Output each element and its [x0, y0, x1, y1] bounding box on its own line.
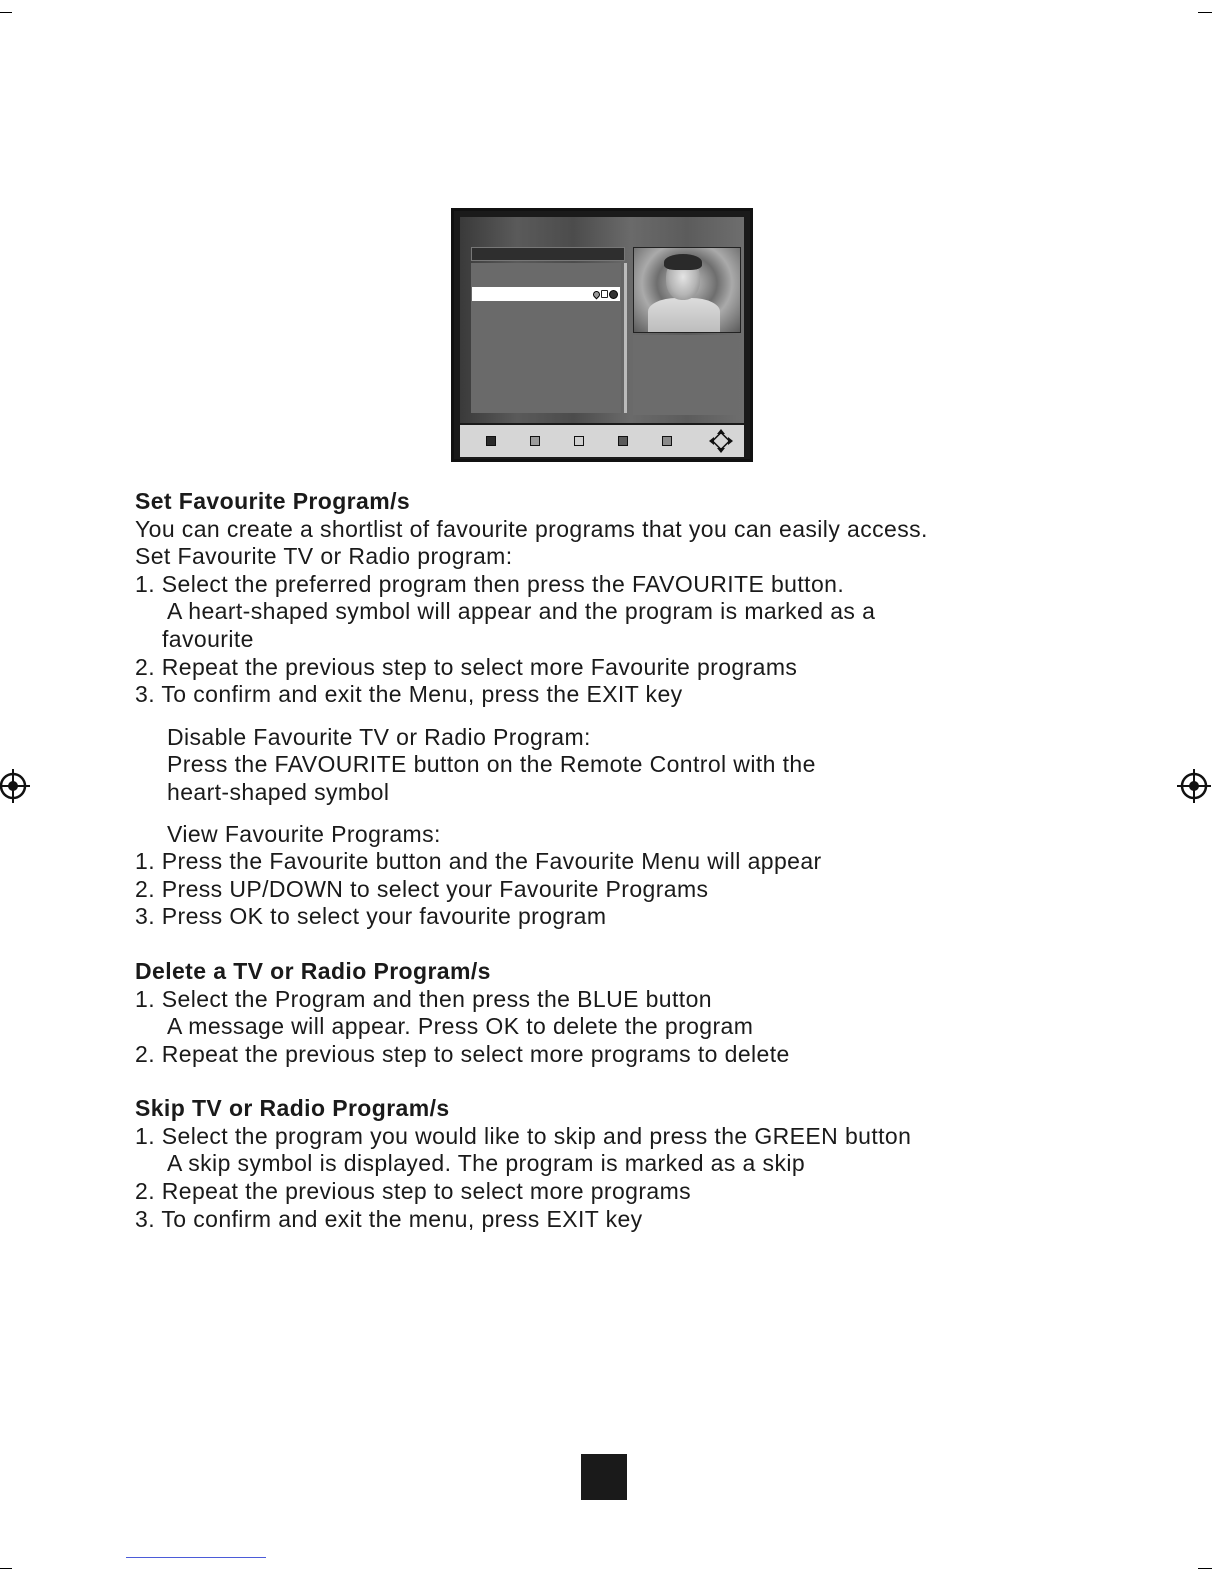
delete-program-step-1: 1. Select the Program and then press the BLUE button: [135, 985, 712, 1012]
tv-selected-program-row: [472, 287, 620, 301]
skip-program-step-2: 2. Repeat the previous step to select more programs: [135, 1178, 692, 1205]
crop-mark-top-right: [1198, 12, 1212, 13]
instructions: [135, 488, 1095, 1233]
tv-menu-title-bar: [471, 247, 625, 261]
blue-key-icon: [618, 436, 628, 446]
tv-screen-illustration: [451, 208, 753, 462]
delete-program-heading: Delete a TV or Radio Program/s: [135, 957, 491, 984]
set-favourite-step-1-note: A heart-shaped symbol will appear and the program is marked as a: [167, 598, 876, 625]
navigation-arrows-icon: [708, 428, 734, 454]
set-favourite-step-1-note-cont: favourite: [162, 625, 254, 652]
crop-mark-bottom-left: [0, 1568, 12, 1569]
crop-mark-top-left: [0, 12, 12, 13]
page-number-box: [581, 1454, 627, 1500]
globe-icon: [609, 290, 618, 299]
tv-preview-window: [633, 247, 741, 333]
footer-rule: [126, 1557, 266, 1558]
lock-icon: [601, 290, 608, 298]
disable-favourite-line-1: Press the FAVOURITE button on the Remote Control with the: [167, 751, 816, 778]
yellow-key-icon: [574, 436, 584, 446]
green-key-icon: [530, 436, 540, 446]
set-favourite-intro: You can create a shortlist of favourite programs that you can easily access.: [135, 515, 928, 542]
delete-program-step-1-note: A message will appear. Press OK to delete the program: [167, 1013, 754, 1040]
view-favourite-step-3: 3. Press OK to select your favourite program: [135, 903, 607, 930]
red-key-icon: [486, 436, 496, 446]
view-favourite-heading: View Favourite Programs:: [167, 820, 441, 847]
tv-program-list: [471, 263, 621, 413]
skip-program-heading: Skip TV or Radio Program/s: [135, 1095, 450, 1122]
heart-icon: [592, 289, 602, 299]
disable-favourite-line-2: heart-shaped symbol: [167, 778, 390, 805]
skip-program-step-1: 1. Select the program you would like to skip and press the GREEN button: [135, 1122, 912, 1149]
tv-footer-keys: [460, 425, 744, 457]
crop-mark-bottom-right: [1198, 1568, 1212, 1569]
tv-info-panel: [633, 335, 739, 415]
extra-key-icon: [662, 436, 672, 446]
set-favourite-step-1: 1. Select the preferred program then press the FAVOURITE button.: [135, 570, 845, 597]
set-favourite-step-3: 3. To confirm and exit the Menu, press the EXIT key: [135, 681, 683, 708]
delete-program-step-2: 2. Repeat the previous step to select more programs to delete: [135, 1040, 790, 1067]
set-favourite-step-2: 2. Repeat the previous step to select more Favourite programs: [135, 653, 798, 680]
disable-favourite-heading: Disable Favourite TV or Radio Program:: [167, 723, 591, 750]
tv-menu-background: [460, 217, 744, 423]
skip-program-step-3: 3. To confirm and exit the menu, press EXIT key: [135, 1205, 643, 1232]
skip-program-step-1-note: A skip symbol is displayed. The program is marked as a skip: [167, 1150, 806, 1177]
tv-scrollbar: [624, 263, 627, 413]
view-favourite-step-2: 2. Press UP/DOWN to select your Favourite Programs: [135, 875, 709, 902]
registration-mark-left-icon: [0, 769, 30, 803]
set-favourite-heading: Set Favourite Program/s: [135, 488, 411, 514]
registration-mark-right-icon: [1177, 769, 1211, 803]
set-favourite-subheading: Set Favourite TV or Radio program:: [135, 543, 513, 570]
view-favourite-step-1: 1. Press the Favourite button and the Favourite Menu will appear: [135, 848, 822, 875]
